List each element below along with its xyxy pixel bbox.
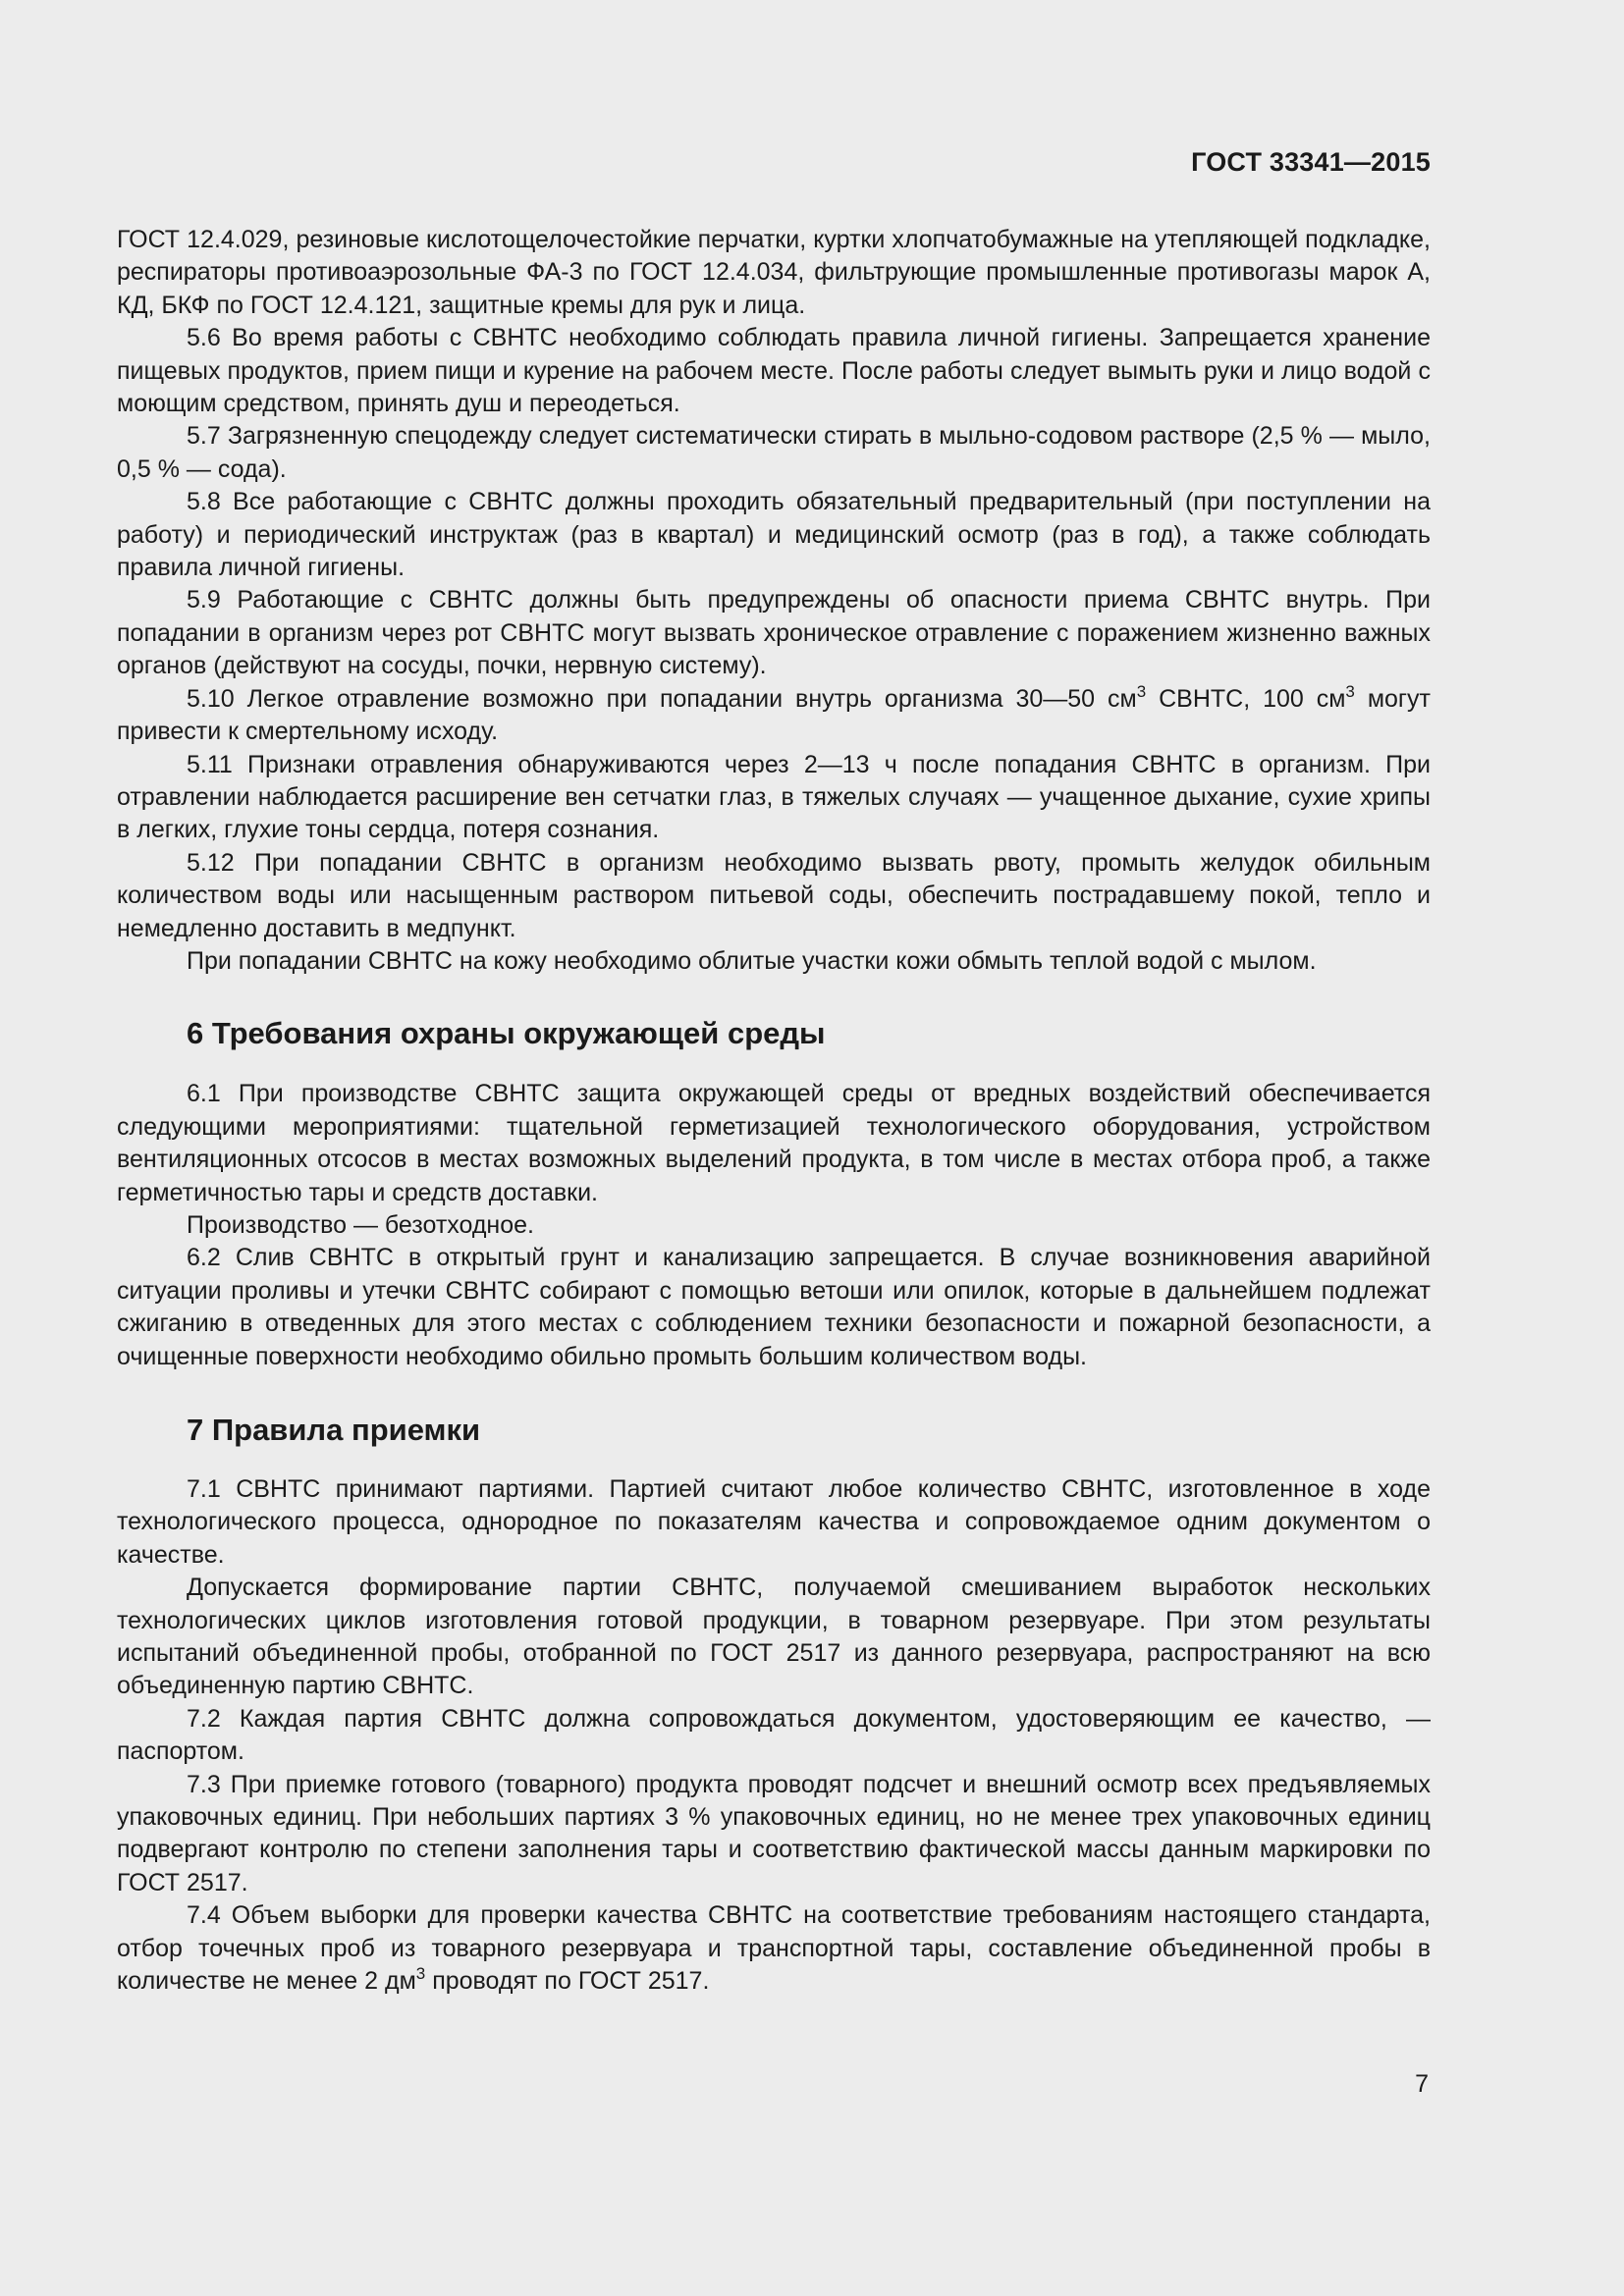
paragraph-6-2: 6.2 Слив СВНТС в открытый грунт и канализацию запрещается. В случае возникновения аварийной ситуации проливы и утечки СВНТС собирают с помощью ветоши или опилок, которые в дальнейшем подлежат сжиганию в отведенных для этого местах с соблюдением техники безопасности и пожарной безопасности, а очищенные поверхности необходимо обильно промыть большим количеством воды.	[117, 1244, 1431, 1370]
section-heading-6: 6 Требования охраны окружающей среды	[187, 1016, 826, 1051]
paragraph-5-11: 5.11 Признаки отравления обнаруживаются через 2—13 ч после попадания СВНТС в организм. При отравлении наблюдается расширение вен сетчатки глаз, в тяжелых случаях — учащенное дыхание, сухие хрипы в легких, глухие тоны сердца, потеря сознания.	[117, 750, 1431, 844]
paragraph-7-4	[117, 1899, 1431, 1998]
paragraph-5-9: 5.9 Работающие с СВНТС должны быть предупреждены об опасности приема СВНТС внутрь. При попадании в организм через рот СВНТС могут вызвать хроническое отравление с поражением жизненно важных органов (действуют на сосуды, почки, нервную систему).	[117, 586, 1431, 680]
document-code: ГОСТ 33341—2015	[1191, 147, 1431, 177]
page-content	[117, 224, 1431, 1999]
paragraph-7-3: 7.3 При приемке готового (товарного) продукта проводят подсчет и внешний осмотр всех предъявляемых упаковочных единиц. При небольших партиях 3 % упаковочных единиц, но не менее трех упаковочных единиц подвергают контролю по степени заполнения тары и соответствию фактической массы данным маркировки по ГОСТ 2517.	[117, 1770, 1431, 1896]
paragraph-continuation: ГОСТ 12.4.029, резиновые кислотощелочестойкие перчатки, куртки хлопчатобумажные на утепляющей подкладке, респираторы противоаэрозольные ФА-3 по ГОСТ 12.4.034, фильтрующие промышленные противогазы марок А, КД, БКФ по ГОСТ 12.4.121, защитные кремы для рук и лица.	[117, 226, 1431, 319]
paragraph-7-2: 7.2 Каждая партия СВНТС должна сопровождаться документом, удостоверяющим ее качество, — паспортом.	[117, 1704, 1431, 1766]
paragraph-6-1: 6.1 При производстве СВНТС защита окружающей среды от вредных воздействий обеспечивается следующими мероприятиями: тщательной герметизацией технологического оборудования, устройством вентиляционных отсосов в местах возможных выделений продукта, в том числе в местах отбора проб, а также герметичностью тары и средств доставки.	[117, 1080, 1431, 1206]
superscript-cubic-3: 3	[415, 1964, 426, 1984]
section-heading-7: 7 Правила приемки	[187, 1413, 481, 1447]
superscript-cubic-2: 3	[1345, 681, 1355, 701]
superscript-cubic-1: 3	[1136, 681, 1147, 701]
paragraph-5-8: 5.8 Все работающие с СВНТС должны проходить обязательный предварительный (при поступлении на работу) и периодический инструктаж (раз в квартал) и медицинский осмотр (раз в год), а также соблюдать правила личной гигиены.	[117, 488, 1431, 582]
paragraph-7-4-part-a: 7.4 Объем выборки для проверки качества СВНТС на соответствие требованиям настоящего стандарта, отбор точечных проб из товарного резервуара и транспортной тары, составление объединенной пробы в количестве не менее 2 дм	[117, 1901, 1431, 1996]
paragraph-7-1-batch: Допускается формирование партии СВНТС, получаемой смешиванием выработок нескольких технологических циклов изготовления готовой продукции, в товарном резервуаре. При этом результаты испытаний объединенной пробы, отобранной по ГОСТ 2517 из данного резервуара, распространяют на всю объединенную партию СВНТС.	[117, 1574, 1431, 1700]
paragraph-5-12-skin: При попадании СВНТС на кожу необходимо облитые участки кожи обмыть теплой водой с мылом.	[187, 946, 1317, 975]
paragraph-5-10-part-b: СВНТС, 100 см	[1146, 684, 1346, 713]
paragraph-7-4-part-b: проводят по ГОСТ 2517.	[425, 1967, 710, 1996]
paragraph-5-10-part-a: 5.10 Легкое отравление возможно при попадании внутрь организма 30—50 см	[187, 684, 1137, 713]
paragraph-5-6: 5.6 Во время работы с СВНТС необходимо соблюдать правила личной гигиены. Запрещается хранение пищевых продуктов, прием пищи и курение на рабочем месте. После работы следует вымыть руки и лицо водой с моющим средством, принять душ и переодеться.	[117, 324, 1431, 418]
paragraph-5-10-part-c: могут привести к смертельному исходу.	[117, 684, 1431, 746]
paragraph-6-1-production: Производство — безотходное.	[187, 1210, 534, 1239]
paragraph-5-12: 5.12 При попадании СВНТС в организм необходимо вызвать рвоту, промыть желудок обильным количеством воды или насыщенным раствором питьевой соды, обеспечить пострадавшему покой, тепло и немедленно доставить в медпункт.	[117, 848, 1431, 942]
paragraph-5-10	[117, 683, 1431, 749]
page-number: 7	[1415, 2070, 1429, 2098]
paragraph-7-1: 7.1 СВНТС принимают партиями. Партией считают любое количество СВНТС, изготовленное в ходе технологического процесса, однородное по показателям качества и сопровождаемое одним документом о качестве.	[117, 1475, 1431, 1569]
paragraph-5-7: 5.7 Загрязненную спецодежду следует систематически стирать в мыльно-содовом растворе (2,5 % — мыло, 0,5 % — сода).	[117, 422, 1431, 483]
